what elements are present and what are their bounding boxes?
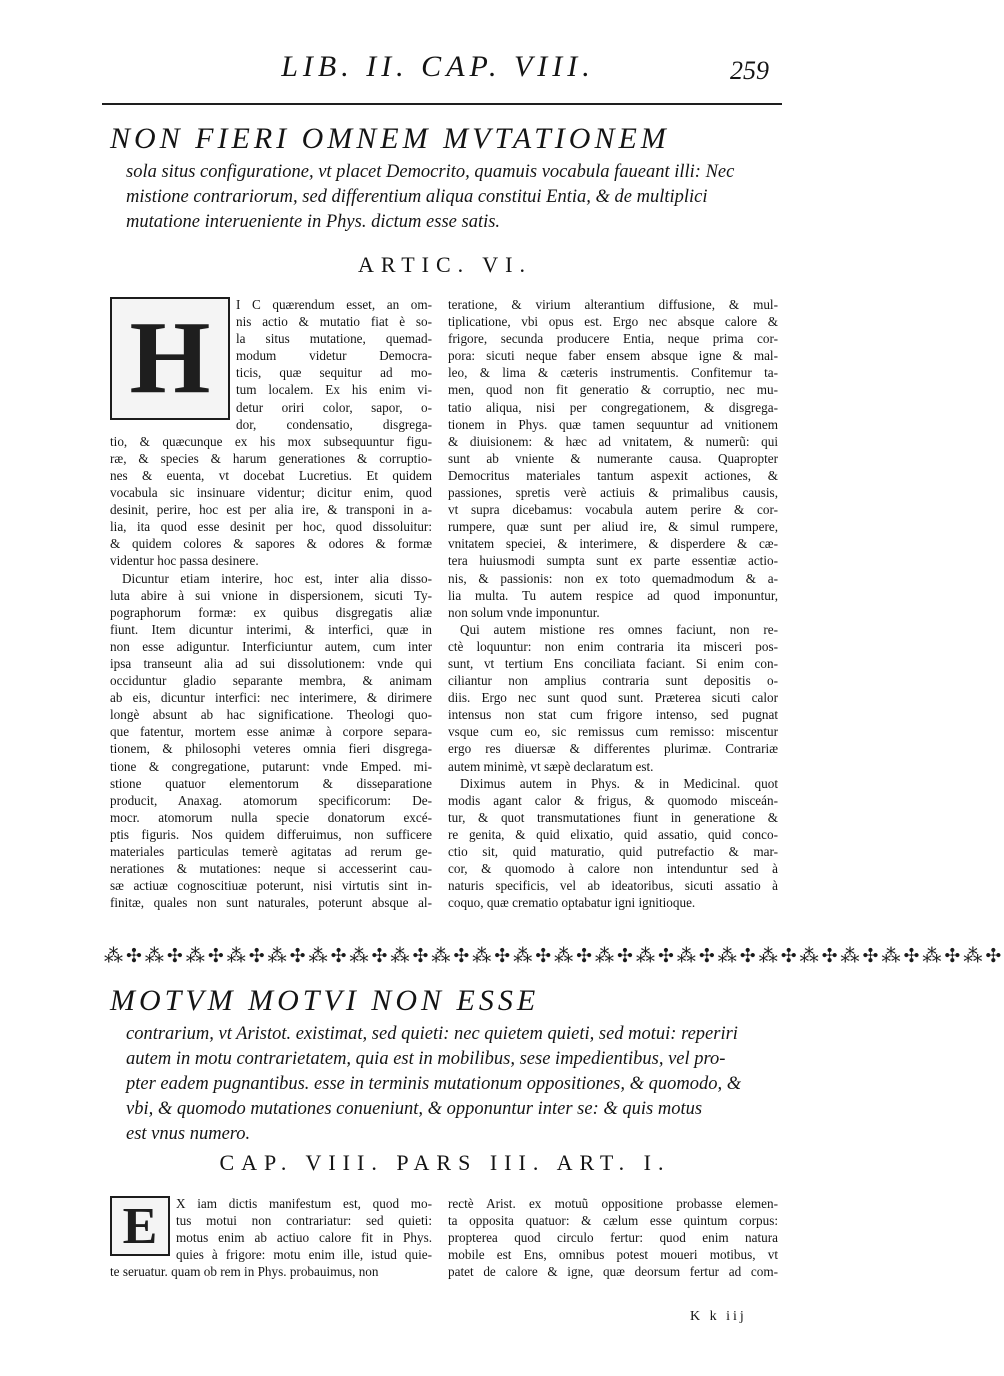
text-line: vocabula sic insinuare videntur; dicitur enim, quod [110,485,432,501]
text-line: stione quatuor elementorum & disseparatione [110,775,432,791]
text-line: passiones, spretis verè actiuis & primalibus causis, [448,485,778,501]
text-column-left [110,296,432,911]
text-line: tum localem. Ex his enim vi- [236,382,432,398]
text-line: occiduntur gladio separante membra, & animam [110,673,432,689]
text-line: I C quærendum esset, an om- [236,297,432,312]
header-rule [102,103,782,105]
heading-2-line: est vnus numero. [126,1124,251,1144]
text-column-right-2 [448,1195,778,1280]
text-line: rumpere, quæ sunt per aliud ire, & simul rumpere, [448,519,778,535]
text-line: mocr. atomorum nulla specie donatorum excé- [110,809,432,825]
text-column-left-2 [110,1195,432,1280]
section-title-artic: ARTIC. VI. [358,252,532,277]
text-line: coquo, quæ crematio optabatur igni ignitioque. [448,895,696,911]
page-number: 259 [730,56,769,85]
text-line: lia multa. Tu autem respice ad quod imponuntur, [448,587,778,603]
text-line: re genita, & quid elixatio, quid assatio, quid conco- [448,826,778,842]
text-line: sunt ab vniente & numerante causa. Quapropter [448,450,778,466]
text-line: modum videtur Democra- [236,348,432,364]
text-line: non solum vnde imponuntur. [448,604,600,620]
text-line: finitæ, quales non sunt naturales, poterunt absque al- [110,895,432,911]
text-line: la situs mutatione, quemad- [236,331,432,347]
text-line: ptis figuris. Nos quidem differuimus, non sufficere [110,826,432,842]
text-line: detur oriri color, sapor, o- [236,399,432,415]
text-line: sunt, vt tertium Ens conciliata faciant. Si enim con- [448,655,778,671]
text-line: ab eis, dicuntur interfici: nec interimere, & dirimere [110,690,432,706]
text-line: autem minimè, vt sæpè declaratum est. [448,758,654,774]
text-line: diis. Ergo nec sunt quod sunt. Præterea sicuti calor [448,690,778,706]
decorated-initial-h: H [110,297,230,420]
heading-1-line: mutatione interueniente in Phys. dictum esse satis. [126,212,501,232]
heading-1-line: mistione contrariorum, sed differentium aliqua constitui Entia, & de multiplici [126,187,708,207]
text-line: teratione, & virium alterantium diffusione, & mul- [448,297,778,312]
text-line: tiplicatione, vbi opus est. Ergo nec absque calore & [448,314,778,330]
text-line: & quidem colores & sapores & odores & formæ [110,536,432,552]
text-line: vt supra dicebamus: vocabula autem perire & cor- [448,502,778,518]
heading-2-line: vbi, & quomodo mutationes conueniunt, & opponuntur inter se: & quis motus [126,1099,703,1119]
text-line: ctè loquuntur: non enim contraria ita misceri pos- [448,638,778,654]
text-line: ergo res diuersæ & differentes plurimæ. Contrariæ [448,741,778,757]
text-line: naturis specificis, vel ab ideatoribus, sicuti assatio à [448,878,778,894]
ornamental-divider: ⁂✣⁂✣⁂✣⁂✣⁂✣⁂✣⁂✣⁂✣⁂✣⁂✣⁂✣⁂✣⁂✣⁂✣⁂✣⁂✣⁂✣⁂✣⁂✣⁂✣⁂✣⁂✣ [104,946,1004,967]
text-line: cor, & quomodo à calore non intenduntur sed à [448,861,778,877]
text-line: Dicuntur etiam interire, hoc est, inter alia disso- [122,570,432,586]
text-line: leo, & lima & cæteris instrumentis. Confitemur ta- [448,365,778,381]
text-line: ticis, quæ sequitur ad mo- [236,365,432,381]
text-line: intensus non stat cum frigore intenso, sed pugnat [448,707,778,723]
heading-2-line: contrarium, vt Aristot. existimat, sed quieti: nec quietem quieti, sed motui: reperiri [126,1024,738,1044]
text-line: producit, Anaxag. atomorum specificorum: De- [110,792,432,808]
heading-2-line: pter eadem pugnantibus. esse in terminis mutationum oppositiones, & quomodo, & [126,1074,742,1094]
text-line: motus enim ab actiuo calore fit in Phys. [176,1230,432,1246]
text-line: ipsa transeunt alia ad sui dissolutionem: vnde qui [110,655,432,671]
chapter-heading-1 [110,118,780,235]
heading-1-line: sola situs configuratione, vt placet Democrito, quamuis vocabula faueant illi: Nec [126,162,735,182]
text-line: nes & euenta, vt docebat Lucretius. Et quidem [110,467,432,483]
text-line: X iam dictis manifestum est, quod mo- [176,1196,432,1211]
text-line: fiunt. Item dicuntur interimi, & interfici, quæ in [110,621,432,637]
text-line: propterea quod circulo fertur: quod enim natura [448,1230,778,1246]
text-line: tionem in Phys. quæ tamen sequuntur ad vnitionem [448,416,778,432]
text-line: Democritus materiales tantum aspexit actiones, & [448,467,778,483]
text-line: vsque cum eo, sic remissus cum remisso: miscentur [448,724,778,740]
text-line: que fatentur, mortem esse animæ à corpore separa- [110,724,432,740]
text-line: vnitatem speciei, & interimere, & disperdere & cæ- [448,536,778,552]
text-line: men, quod non fit generatio & corruptio, nec mu- [448,382,778,398]
text-line: ciliantur non amplius contraria sunt depositis o- [448,673,778,689]
decorated-initial-e: E [110,1196,170,1256]
text-line: patet de calore & igne, quæ deorsum fertur ad com- [448,1264,778,1280]
text-line: desinit, perire, hoc est per alia ire, & transponi in a- [110,502,432,518]
text-line: nis, & passionis: non ex toto quemadmodum & a- [448,570,778,586]
text-line: Qui autem mistione res omnes faciunt, non re- [460,621,778,637]
text-line: ta opposita quatuor: & cælum esse quintum corpus: [448,1213,778,1229]
text-line: tus motui non contrariatur: sed quieti: [176,1213,432,1229]
text-line: lia, ita quod esse desinit per hoc, quod dissoluitur: [110,519,432,535]
text-line: dor, condensatio, disgrega- [236,416,432,432]
heading-2-line: autem in motu contrarietatem, quia est in mobilibus, sese impedientibus, vel pro- [126,1049,726,1069]
text-line: tatio aliqua, nisi per congregationem, & disgrega- [448,399,778,415]
text-line: tur, & quot transmutationes fiunt in generatione & [448,809,778,825]
heading-1-caps: NON FIERI OMNEM MVTATIONEM [110,122,670,155]
text-line: frigore, secunda producere Entia, neque prima cor- [448,331,778,347]
chapter-heading-2 [110,980,780,1147]
text-line: materiales particulas temerè agitatas ad rerum ge- [110,844,432,859]
text-line: quies à frigore: motu enim ille, istud quie- [176,1247,432,1263]
text-line: modis agant calor & frigus, & quomodo misceán- [448,792,778,808]
signature-mark: K k iij [690,1309,747,1324]
text-line: pographorum formæ: ex quibus disgregatis aliæ [110,604,432,620]
text-line: videntur hoc passa desinere. [110,553,259,569]
text-line: nerationes & mutationes: neque si accesserint cau- [110,861,432,877]
text-line: nis actio & mutatio fiat è so- [236,314,432,330]
text-line: & diuisionem: & hæc ad vnitatem, & numerũ: qui [448,433,778,449]
text-line: pora: sicuti neque faber ensem absque igne & mal- [448,348,778,364]
text-line: tio, & quæcunque ex his mox subsequuntur figu- [110,433,432,449]
text-line: tione & congregatione, putarunt: vnde Emped. mi- [110,758,432,774]
text-line: longè absunt ab hac significatione. Theologi quo- [110,707,432,723]
running-head: LIB. II. CAP. VIII. [281,50,595,83]
text-line: ctio sit, quid maturatio, quid putrefactio & mar- [448,844,778,859]
text-line: mobile est Ens, omnibus potest moueri motibus, vt [448,1247,778,1263]
text-line: sæ actiuæ cognoscitiuæ poterunt, nisi virtutis sint in- [110,878,432,894]
section-title-cap: CAP. VIII. PARS III. ART. I. [219,1150,671,1175]
text-line: ræ, & species & harum generationes & corruptio- [110,450,432,466]
text-line: tionem, & philosophi veteres omnia fieri disgrega- [110,741,432,757]
text-line: non esse adiguntur. Interficiuntur autem, cum inter [110,638,432,654]
text-line: rectè Arist. ex motuũ oppositione probasse elemen- [448,1196,778,1211]
text-column-right [448,296,778,911]
text-line: Diximus autem in Phys. & in Medicinal. quot [460,775,778,791]
text-line: tera huiusmodi sumpta sunt ex parte essentiæ actio- [448,553,778,569]
text-line: luta abire à sui vnione in dispersionem, sicuti Ty- [110,587,432,603]
heading-2-caps: MOTVM MOTVI NON ESSE [110,984,540,1017]
text-line: te seruatur. quam ob rem in Phys. probauimus, non [110,1264,379,1280]
